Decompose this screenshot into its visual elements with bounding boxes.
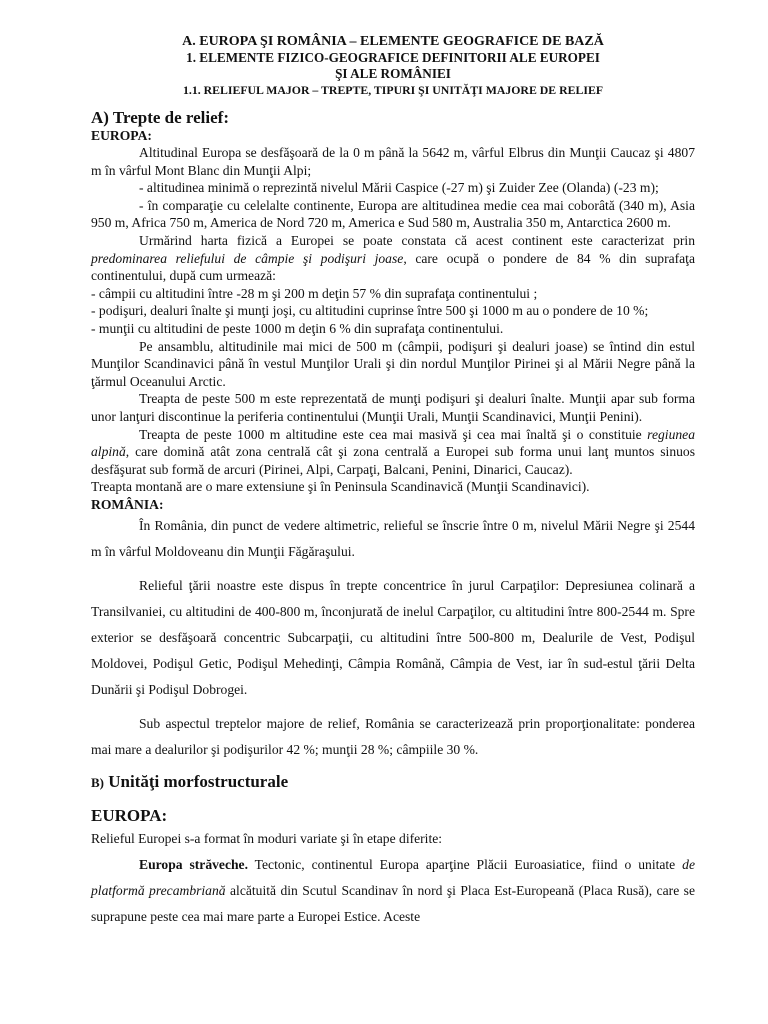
text-run: Urmărind harta fizică a Europei se poate constata că acest continent este caracterizat prin [139,232,695,248]
europa-altitude-paragraph: Altitudinal Europa se desfăşoară de la 0 m până la 5642 m, vârful Elbrus din Munţii Caucaz şi 4807 m în vârful Mont Blanc din Munţii Alpi; [91,145,695,178]
chapter-title [91,50,695,82]
text-run: , care ocupă o pondere de 84 % din suprafaţa continentului, după cum urmează: [91,250,695,284]
romania-altitude-paragraph: În România, din punct de vedere altimetric, relieful se înscrie între 0 m, nivelul Mării Negre şi 2544 m în vârful Moldoveanu din Munţii Făgăraşului. [91,517,695,559]
text-run: alcătuită din Scutul Scandinav în nord şi Placa Est-Europeană (Placa Rusă), care se suprapune peste cea mai mare parte a Europei Estice. Aceste [91,882,695,924]
europa-formation-paragraph: Relieful Europei s-a format în moduri variate şi în etape diferite: [91,830,443,846]
text-run: Tectonic, continentul Europa aparţine Plăcii Euroasiatice, fiind o unitate [248,856,683,872]
section-b-letter: B) [91,774,104,790]
section-a-heading: A) Trepte de relief: [91,108,230,127]
europa-label-b: EUROPA: [91,805,168,825]
europa-physical-map-paragraph [91,232,695,285]
europa-low-altitudes-paragraph: Pe ansamblu, altitudinile mai mici de 500 m (câmpii, podişuri şi dealuri joase) se întind din estul Munţilor Scandinavici până în vestul Munţilor Urali şi din nordul Munţilor Pirinei şi al Mării Negre până la ţărmul Oceanului Arctic. [91,338,695,389]
europa-comparison-paragraph: - în comparaţie cu celelalte continente, Europa are altitudinea medie cea mai coborâtă (340 m), Asia 950 m, Africa 750 m, America de Nord 720 m, America e Sud 580 m, Australia 350 m, Antarctica 2600 m. [91,197,695,231]
section-b-heading [91,772,695,793]
list-item: - munţii cu altitudini de peste 1000 m deţin 6 % din suprafaţa continentului. [91,320,504,336]
bold-term: Europa străveche. [139,856,248,872]
chapter-title-line1: 1. ELEMENTE FIZICO-GEOGRAFICE DEFINITORII ALE EUROPEI [186,50,600,65]
europa-mountain-step-paragraph: Treapta montană are o mare extensiune şi în Peninsula Scandinavică (Munţii Scandinavici). [91,479,590,495]
europa-min-altitude-paragraph: - altitudinea minimă o reprezintă nivelul Mării Caspice (-27 m) şi Zuider Zee (Olanda) (-23 m); [139,180,659,196]
ancient-europe-paragraph [91,852,695,930]
emphasis-text: predominarea reliefului de câmpie şi podişuri joase [91,250,404,266]
romania-concentric-steps-paragraph: Relieful ţării noastre este dispus în trepte concentrice în jurul Carpaţilor: Depresiunea colinară a Transilvaniei, cu altitudini de 400-800 m, înconjurată de inelul Carpaţilor, cu altitudini între 800-2544 m. Spre exterior se desfăşoară concentric Subcarpaţii, cu altitudini între 500-800 m, Dealurile de Vest, Podişul Moldovei, Podişul Getic, Podişul Mehedinţi, Câmpia Română, Câmpia de Vest, iar în sud-estul ţării Delta Dunării şi Podişul Dobrogei. [91,577,695,697]
emphasis-text: regiunea alpină [91,426,695,460]
romania-label: ROMÂNIA: [91,496,164,512]
romania-proportions-paragraph: Sub aspectul treptelor majore de relief, România se caracterizează prin proporţionalitate: ponderea mai mare a dealurilor şi podişurilor 42 %; munţii 28 %; câmpiile 30 %. [91,715,695,757]
section-b-title: Unităţi morfostructurale [104,771,289,791]
europa-label: EUROPA: [91,128,152,143]
document-title: A. EUROPA ŞI ROMÂNIA – ELEMENTE GEOGRAFICE DE BAZĂ [182,34,604,49]
list-item: - câmpii cu altitudini între -28 m şi 200 m deţin 57 % din suprafaţa continentului ; [91,285,538,301]
chapter-title-line2: ŞI ALE ROMÂNIEI [335,66,451,81]
text-run: Treapta de peste 1000 m altitudine este cea mai masivă şi cea mai înaltă şi o constituie [139,426,648,442]
document-page [91,34,695,930]
europa-1000m-step-paragraph [91,426,695,479]
subchapter-title: 1.1. RELIEFUL MAJOR – TREPTE, TIPURI ŞI UNITĂŢI MAJORE DE RELIEF [182,83,604,97]
text-run: , care domină atât zona centrală cât şi zona centrală a Europei sub forma unui lanţ muntos sinuos desfăşurat sub formă de arcuri (Pirinei, Alpi, Carpaţi, Balcani, Penini, Dinarici, Caucaz). [91,444,695,477]
emphasis-text: de platformă precambriană [91,856,695,898]
europa-500m-step-paragraph: Treapta de peste 500 m este reprezentată de munţi podişuri şi dealuri înalte. Munţii apar sub forma unor lanţuri discontinue la periferia continentului (Munţii Urali, Munţii Scandinavici, Munţii Penini). [91,391,695,424]
list-item: - podişuri, dealuri înalte şi munţi joşi, cu altitudini cuprinse între 500 şi 1000 m au o pondere de 10 %; [91,303,649,319]
